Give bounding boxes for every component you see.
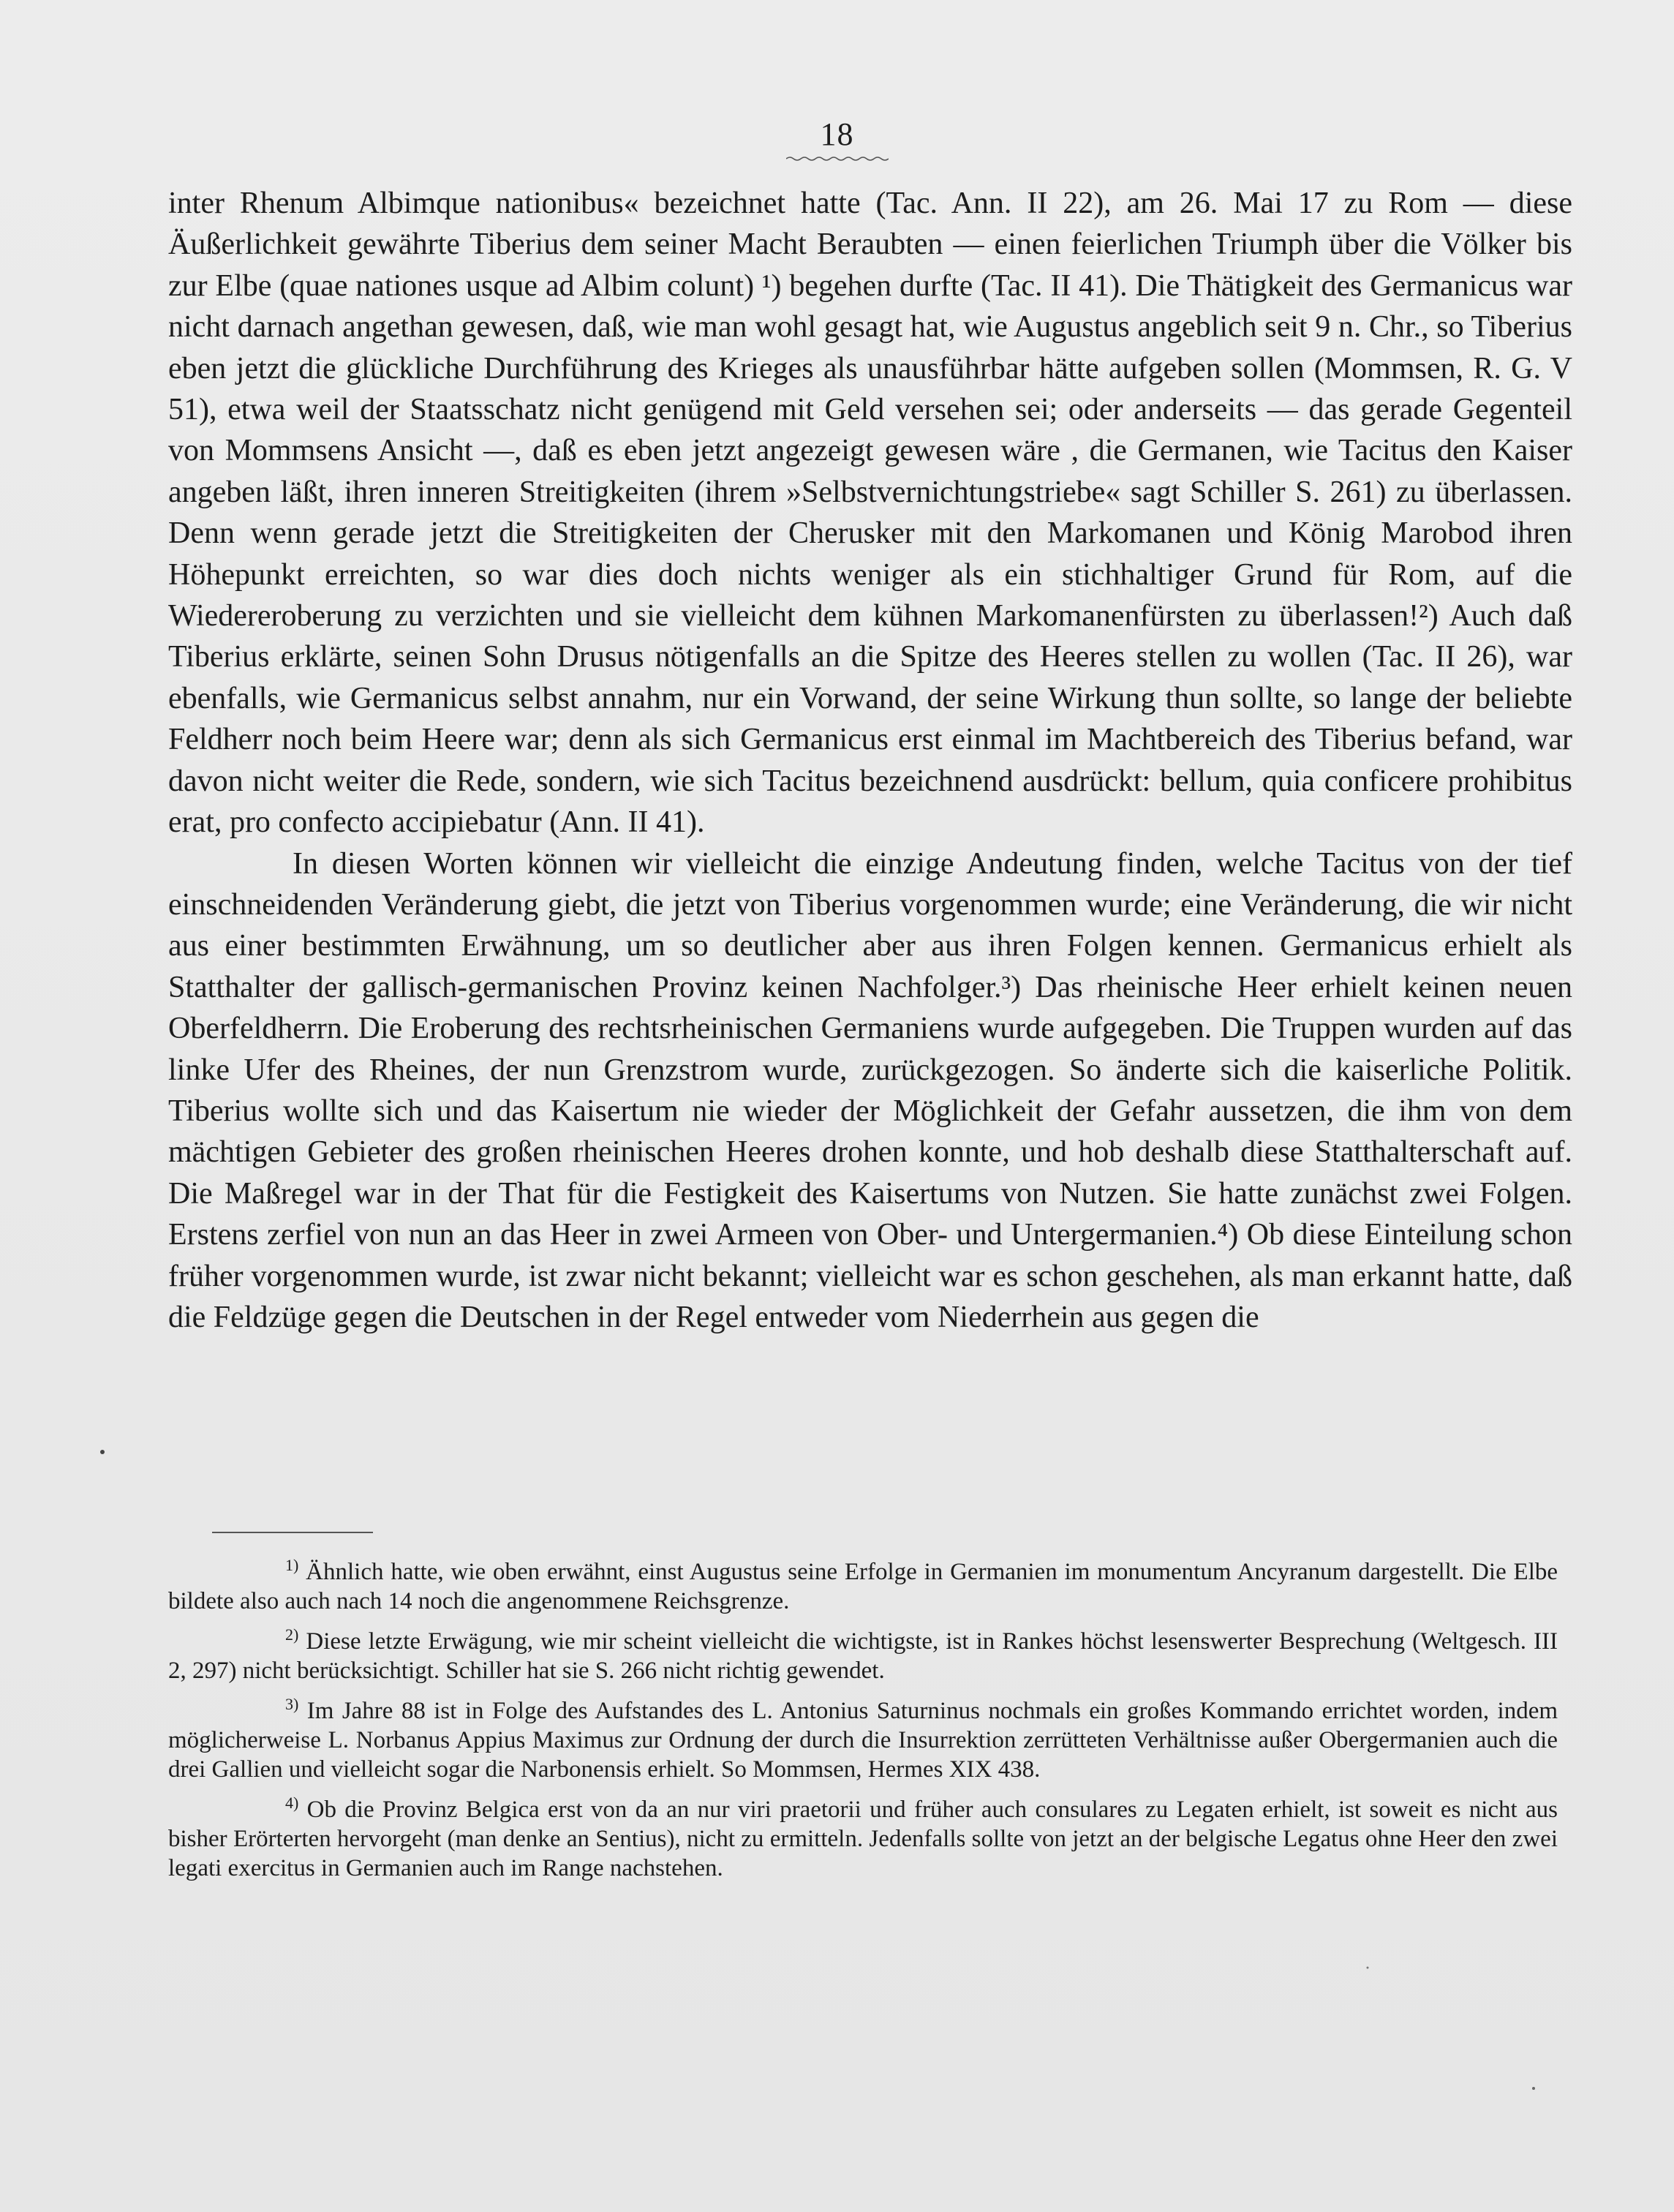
- footnote-marker: 3): [285, 1695, 299, 1713]
- main-text: [168, 183, 1572, 1338]
- footnote-marker: 4): [285, 1794, 299, 1812]
- footnote: [168, 1690, 1558, 1784]
- footnote-text: Diese letzte Erwägung, wie mir scheint vielleicht die wichtigste, ist in Rankes höchst lesenswerter Besprechung (Weltgesch. III 2, 297) nicht berücksichtigt. Schiller hat sie S. 266 nicht richtig gewendet.: [168, 1628, 1558, 1684]
- footnote-text: Im Jahre 88 ist in Folge des Aufstandes des L. Antonius Saturninus nochmals ein großes Kommando errichtet worden, indem möglicherweise L. Norbanus Appius Maximus zur Ordnung der durch die Insurrektion zerrütteten Verhältnisse außer Obergermanien auch die drei Gallien und vielleicht sogar die Narbonensis erhielt. So Mommsen, Hermes XIX 438.: [168, 1698, 1558, 1783]
- footnote-text: Ähnlich hatte, wie oben erwähnt, einst Augustus seine Erfolge in Germanien im monumentum Ancyranum dargestellt. Die Elbe bildete also auch nach 14 noch die angenommene Reichsgrenze.: [168, 1559, 1558, 1614]
- footnotes: [168, 1551, 1558, 1887]
- paragraph-continued: inter Rhenum Albimque nationibus« bezeichnet hatte (Tac. Ann. II 22), am 26. Mai 17 zu Rom — diese Äußerlichkeit gewährte Tiberius dem seiner Macht Beraubten — einen feierlichen Triumph über die Völker bis zur Elbe (quae nationes usque ad Albim colunt) ¹) begehen durfte (Tac. II 41). Die Thätigkeit des Germanicus war nicht darnach angethan gewesen, daß, wie man wohl gesagt hat, wie Augustus angeblich seit 9 n. Chr., so Tiberius eben jetzt die glückliche Durchführung des Krieges als unausführbar hätte aufgeben sollen (Mommsen, R. G. V 51), etwa weil der Staatsschatz nicht genügend mit Geld versehen sei; oder anderseits — das gerade Gegenteil von Mommsens Ansicht —, daß es eben jetzt angezeigt gewesen wäre , die Germanen, wie Tacitus den Kaiser angeben läßt, ihren inneren Streitigkeiten (ihrem »Selbstvernichtungstriebe« sagt Schiller S. 261) zu überlassen. Denn wenn gerade jetzt die Streitigkeiten der Cherusker mit den Markomanen und König Marobod ihren Höhepunkt erreichten, so war dies doch nichts weniger als ein stichhaltiger Grund für Rom, auf die Wiedereroberung zu verzichten und sie vielleicht dem kühnen Markomanenfürsten zu überlassen!²) Auch daß Tiberius erklärte, seinen Sohn Drusus nötigenfalls an die Spitze des Heeres stellen zu wollen (Tac. II 26), war ebenfalls, wie Germanicus selbst annahm, nur ein Vorwand, der seine Wirkung thun sollte, so lange der beliebte Feldherr noch beim Heere war; denn als sich Germanicus erst einmal im Machtbereich des Tiberius befand, war davon nicht weiter die Rede, sondern, wie sich Tacitus bezeichnend ausdrückt: bellum, quia conficere prohibitus erat, pro confecto accipiebatur (Ann. II 41).: [168, 187, 1572, 840]
- paragraph: In diesen Worten können wir vielleicht die einzige Andeutung finden, welche Tacitus von der tief einschneidenden Veränderung giebt, die jetzt von Tiberius vorgenommen wurde; eine Veränderung, die wir nicht aus einer bestimmten Erwähnung, um so deutlicher aber aus ihren Folgen kennen. Germanicus erhielt als Statthalter der gallisch-germanischen Provinz keinen Nachfolger.³) Das rheinische Heer erhielt keinen neuen Oberfeldherrn. Die Eroberung des rechtsrheinischen Germaniens wurde aufgegeben. Die Truppen wurden auf das linke Ufer des Rheines, der nun Grenzstrom wurde, zurückgezogen. So änderte sich die kaiserliche Politik. Tiberius wollte sich und das Kaisertum nie wieder der Möglichkeit der Gefahr aussetzen, die ihm von dem mächtigen Gebieter des großen rheinischen Heeres drohen konnte, und hob deshalb diese Statthalterschaft auf. Die Maßregel war in der That für die Festigkeit des Kaisertums von Nutzen. Sie hatte zunächst zwei Folgen. Erstens zerfiel von nun an das Heer in zwei Armeen von Ober- und Untergermanien.⁴) Ob diese Einteilung schon früher vorgenommen wurde, ist zwar nicht bekannt; vielleicht war es schon geschehen, als man erkannt hatte, daß die Feldzüge gegen die Deutschen in der Regel entweder vom Niederrhein aus gegen die: [168, 846, 1572, 1334]
- footnote-marker: 1): [285, 1556, 299, 1574]
- footnote-separator: [212, 1532, 373, 1533]
- footnote-marker: 2): [285, 1625, 299, 1644]
- footnote: [168, 1788, 1558, 1883]
- footnote-text: Ob die Provinz Belgica erst von da an nur viri praetorii und früher auch consulares zu Legaten erhielt, ist soweit es nicht aus bisher Erörterten hervorgeht (man denke an Sentius), nicht zu ermitteln. Jedenfalls sollte von jetzt an der belgische Legatus ohne Heer den zwei legati exercitus in Germanien auch im Range nachstehen.: [168, 1797, 1558, 1881]
- page-header: [0, 117, 1674, 162]
- footnote: [168, 1551, 1558, 1616]
- page-number: 18: [820, 116, 854, 152]
- wavy-rule-ornament: [786, 155, 889, 162]
- footnote: [168, 1620, 1558, 1685]
